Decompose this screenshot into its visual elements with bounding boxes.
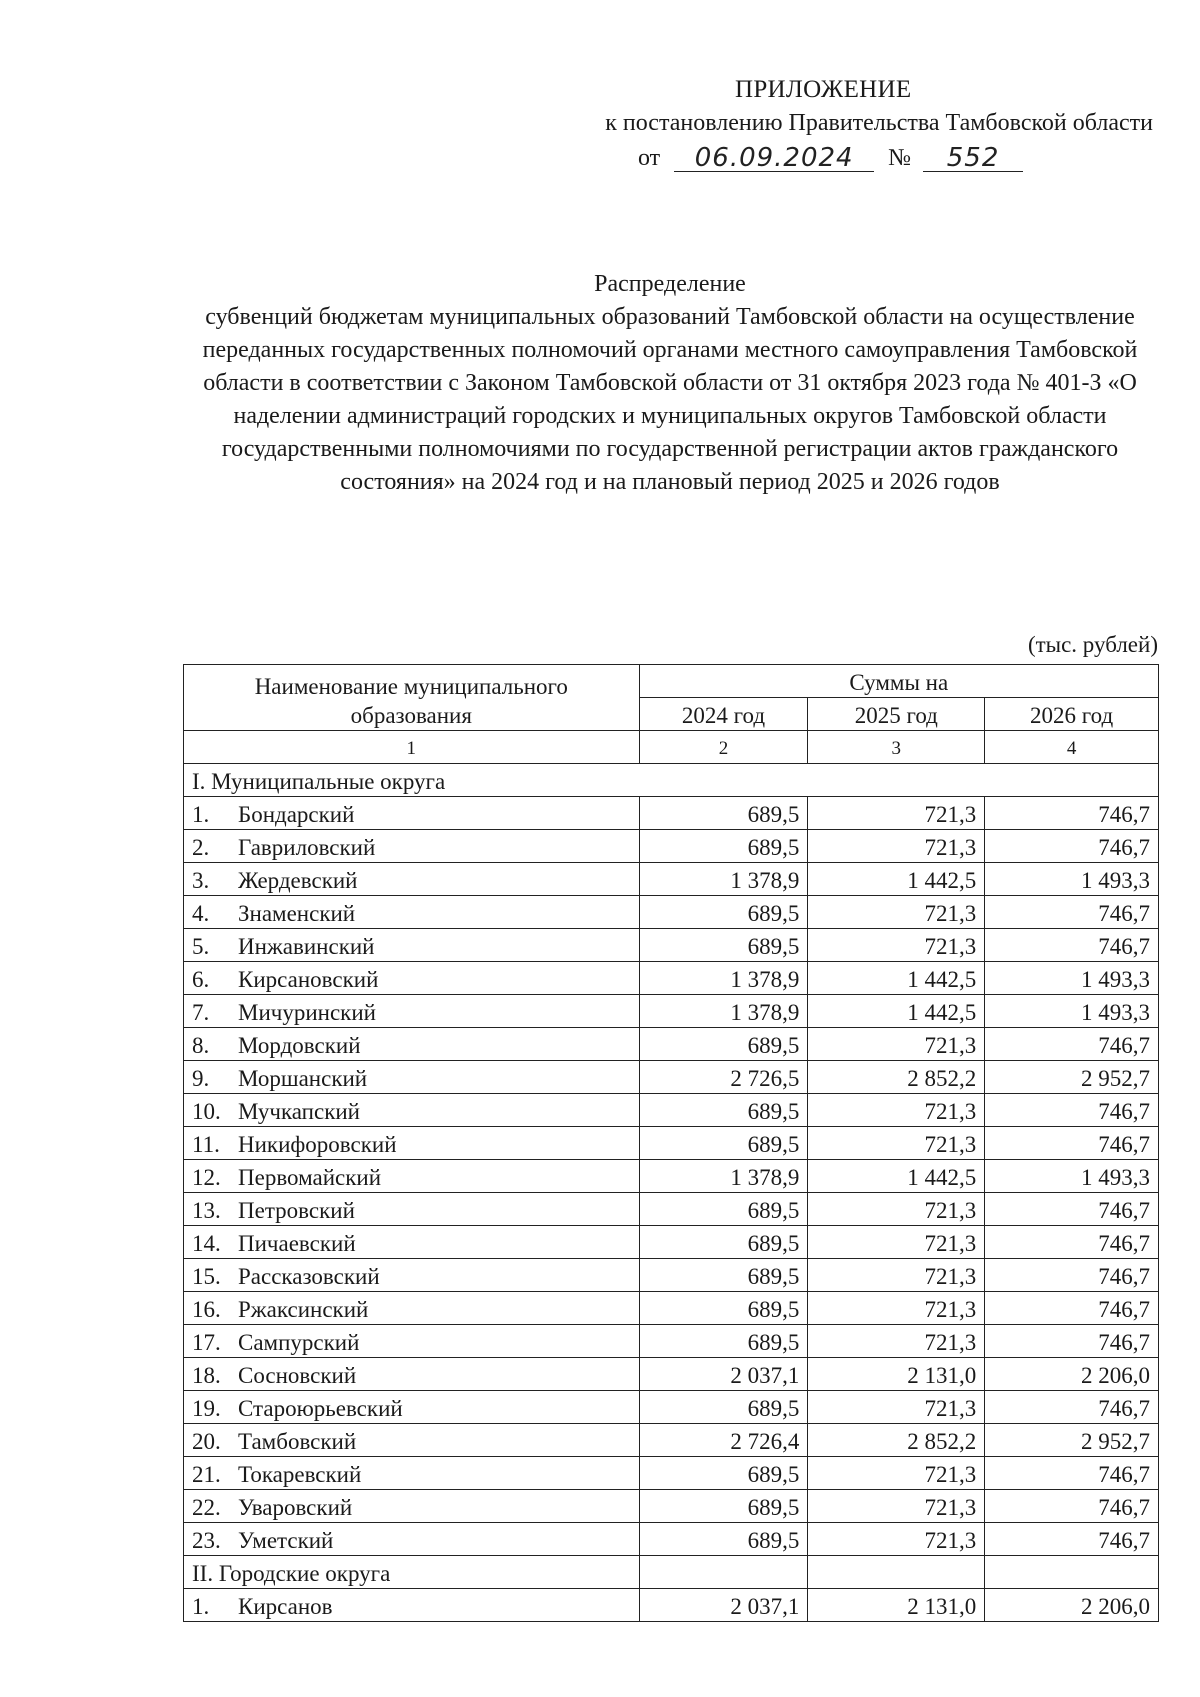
value-2025: 1 442,5	[808, 962, 985, 995]
row-number: 23.	[192, 1528, 221, 1553]
table-row	[184, 896, 1159, 929]
row-number: 2.	[192, 835, 210, 860]
value-2026: 2 952,7	[985, 1061, 1159, 1094]
row-number: 22.	[192, 1495, 221, 1520]
table-row	[184, 929, 1159, 962]
table-row	[184, 995, 1159, 1028]
row-name-cell	[184, 1292, 640, 1325]
value-2025: 721,3	[808, 1490, 985, 1523]
value-2024: 689,5	[639, 1523, 808, 1556]
row-name-cell	[184, 995, 640, 1028]
value-2025: 2 131,0	[808, 1358, 985, 1391]
value-2026: 746,7	[985, 1391, 1159, 1424]
row-number: 18.	[192, 1363, 221, 1388]
table-row	[184, 1523, 1159, 1556]
value-2024: 2 726,4	[639, 1424, 808, 1457]
row-number: 11.	[192, 1132, 220, 1157]
value-2024: 689,5	[639, 1226, 808, 1259]
empty-cell	[639, 1556, 808, 1589]
row-number: 20.	[192, 1429, 221, 1454]
municipality-name: Староюрьевский	[238, 1396, 403, 1421]
table-row	[184, 797, 1159, 830]
section-row	[184, 1556, 1159, 1589]
row-number: 9.	[192, 1066, 210, 1091]
row-number: 15.	[192, 1264, 221, 1289]
municipality-name: Уваровский	[238, 1495, 353, 1520]
value-2025: 2 852,2	[808, 1424, 985, 1457]
row-number: 1.	[192, 1594, 210, 1619]
value-2025: 721,3	[808, 1457, 985, 1490]
row-number: 10.	[192, 1099, 221, 1124]
date-prefix: от	[638, 145, 661, 171]
municipality-name: Пичаевский	[238, 1231, 356, 1256]
value-2025: 721,3	[808, 1226, 985, 1259]
value-2026: 746,7	[985, 1523, 1159, 1556]
row-number: 13.	[192, 1198, 221, 1223]
value-2025: 721,3	[808, 1193, 985, 1226]
empty-cell	[985, 1556, 1159, 1589]
value-2026: 1 493,3	[985, 995, 1159, 1028]
row-number: 3.	[192, 868, 210, 893]
value-2024: 2 037,1	[639, 1358, 808, 1391]
header-year-2024: 2024 год	[639, 698, 808, 731]
row-number: 12.	[192, 1165, 221, 1190]
table-row	[184, 1094, 1159, 1127]
row-name-cell	[184, 1391, 640, 1424]
row-number: 8.	[192, 1033, 210, 1058]
value-2024: 689,5	[639, 1457, 808, 1490]
header-year-2026: 2026 год	[985, 698, 1159, 731]
value-2024: 2 726,5	[639, 1061, 808, 1094]
municipality-name: Мучкапский	[238, 1099, 360, 1124]
value-2024: 689,5	[639, 830, 808, 863]
value-2025: 721,3	[808, 1028, 985, 1061]
row-name-cell	[184, 1589, 640, 1622]
value-2025: 2 131,0	[808, 1589, 985, 1622]
row-name-cell	[184, 1325, 640, 1358]
municipality-name: Тамбовский	[238, 1429, 357, 1454]
value-2025: 2 852,2	[808, 1061, 985, 1094]
value-2024: 689,5	[639, 1028, 808, 1061]
empty-cell	[808, 1556, 985, 1589]
municipality-name: Токаревский	[238, 1462, 362, 1487]
value-2024: 689,5	[639, 1127, 808, 1160]
value-2024: 689,5	[639, 929, 808, 962]
row-name-cell	[184, 797, 640, 830]
row-number: 7.	[192, 1000, 210, 1025]
row-number: 21.	[192, 1462, 221, 1487]
value-2026: 746,7	[985, 1127, 1159, 1160]
municipality-name: Рассказовский	[238, 1264, 380, 1289]
municipality-name: Кирсанов	[238, 1594, 333, 1619]
table-header	[184, 665, 1159, 764]
row-name-cell	[184, 1028, 640, 1061]
title-line-1: Распределение	[594, 271, 746, 297]
value-2026: 746,7	[985, 896, 1159, 929]
municipality-name: Моршанский	[238, 1066, 368, 1091]
value-2025: 721,3	[808, 830, 985, 863]
municipality-name: Мичуринский	[238, 1000, 376, 1025]
row-name-cell	[184, 1523, 640, 1556]
value-2026: 2 952,7	[985, 1424, 1159, 1457]
table-row	[184, 1226, 1159, 1259]
row-name-cell	[184, 1094, 640, 1127]
value-2026: 746,7	[985, 1292, 1159, 1325]
value-2024: 2 037,1	[639, 1589, 808, 1622]
table-row	[184, 1127, 1159, 1160]
value-2026: 746,7	[985, 1028, 1159, 1061]
value-2025: 721,3	[808, 1523, 985, 1556]
table-body	[184, 764, 1159, 1622]
value-2026: 746,7	[985, 830, 1159, 863]
decree-reference	[638, 145, 1023, 172]
municipality-name: Петровский	[238, 1198, 355, 1223]
value-2026: 746,7	[985, 1325, 1159, 1358]
value-2025: 721,3	[808, 896, 985, 929]
table-row	[184, 1589, 1159, 1622]
row-name-cell	[184, 1259, 640, 1292]
row-name-cell	[184, 929, 640, 962]
value-2025: 721,3	[808, 1292, 985, 1325]
value-2024: 689,5	[639, 1094, 808, 1127]
municipality-name: Ржаксинский	[238, 1297, 369, 1322]
municipality-name: Уметский	[238, 1528, 334, 1553]
document-title	[170, 268, 1170, 499]
col-index-4: 4	[985, 731, 1159, 764]
municipality-name: Сосновский	[238, 1363, 357, 1388]
table-row	[184, 1160, 1159, 1193]
distribution-table	[183, 664, 1159, 1622]
row-number: 17.	[192, 1330, 221, 1355]
table-row	[184, 1391, 1159, 1424]
value-2025: 1 442,5	[808, 863, 985, 896]
value-2026: 746,7	[985, 797, 1159, 830]
row-name-cell	[184, 962, 640, 995]
header-name: Наименование муниципального образования	[184, 665, 640, 731]
table-row	[184, 1325, 1159, 1358]
row-name-cell	[184, 830, 640, 863]
value-2026: 1 493,3	[985, 962, 1159, 995]
row-name-cell	[184, 1160, 640, 1193]
value-2024: 689,5	[639, 896, 808, 929]
table-row	[184, 962, 1159, 995]
value-2024: 689,5	[639, 1325, 808, 1358]
row-number: 4.	[192, 901, 210, 926]
handwritten-number: 552	[923, 145, 1023, 172]
table-row	[184, 1457, 1159, 1490]
table-row	[184, 1193, 1159, 1226]
table-row	[184, 1424, 1159, 1457]
municipality-name: Сампурский	[238, 1330, 360, 1355]
value-2026: 746,7	[985, 1193, 1159, 1226]
table-row	[184, 1259, 1159, 1292]
row-name-cell	[184, 1490, 640, 1523]
value-2025: 721,3	[808, 1325, 985, 1358]
municipality-name: Первомайский	[238, 1165, 381, 1190]
value-2026: 746,7	[985, 1457, 1159, 1490]
section-title-city: II. Городские округа	[184, 1556, 640, 1589]
row-name-cell	[184, 1061, 640, 1094]
number-sign: №	[888, 145, 912, 171]
value-2025: 721,3	[808, 1127, 985, 1160]
appendix-title: ПРИЛОЖЕНИЕ	[735, 76, 912, 103]
row-number: 5.	[192, 934, 210, 959]
row-name-cell	[184, 896, 640, 929]
row-number: 14.	[192, 1231, 221, 1256]
municipality-name: Гавриловский	[238, 835, 376, 860]
value-2024: 689,5	[639, 797, 808, 830]
municipality-name: Кирсановский	[238, 967, 379, 992]
header-year-2025: 2025 год	[808, 698, 985, 731]
table-row	[184, 863, 1159, 896]
title-line-2: субвенций бюджетам муниципальных образований Тамбовской области на осуществление переданных государственных полномочий органами местного самоуправления Тамбовской области в соответствии с Законом Тамбовской области от 31 октября 2023 года № 401-З «О наделении администраций городских и муниципальных округов Тамбовской области государственными полномочиями по государственной регистрации актов гражданского состояния» на 2024 год и на плановый период 2025 и 2026 годов	[202, 304, 1138, 495]
value-2026: 746,7	[985, 1259, 1159, 1292]
table-row	[184, 1292, 1159, 1325]
value-2024: 1 378,9	[639, 962, 808, 995]
handwritten-date: 06.09.2024	[674, 145, 874, 172]
row-name-cell	[184, 863, 640, 896]
col-index-3: 3	[808, 731, 985, 764]
value-2025: 721,3	[808, 1094, 985, 1127]
value-2026: 1 493,3	[985, 863, 1159, 896]
municipality-name: Знаменский	[238, 901, 356, 926]
value-2024: 689,5	[639, 1292, 808, 1325]
appendix-subtitle: к постановлению Правительства Тамбовской области	[605, 110, 1153, 136]
value-2025: 721,3	[808, 929, 985, 962]
value-2026: 746,7	[985, 1094, 1159, 1127]
table-row	[184, 1490, 1159, 1523]
col-index-1: 1	[184, 731, 640, 764]
row-name-cell	[184, 1358, 640, 1391]
row-name-cell	[184, 1457, 640, 1490]
value-2024: 689,5	[639, 1259, 808, 1292]
value-2024: 689,5	[639, 1490, 808, 1523]
col-index-2: 2	[639, 731, 808, 764]
municipality-name: Никифоровский	[238, 1132, 397, 1157]
value-2024: 689,5	[639, 1391, 808, 1424]
value-2025: 1 442,5	[808, 1160, 985, 1193]
table-row	[184, 1028, 1159, 1061]
row-name-cell	[184, 1424, 640, 1457]
row-name-cell	[184, 1193, 640, 1226]
value-2026: 746,7	[985, 1490, 1159, 1523]
value-2024: 1 378,9	[639, 995, 808, 1028]
header-sums: Суммы на	[639, 665, 1158, 698]
row-name-cell	[184, 1226, 640, 1259]
section-title-municipal: I. Муниципальные округа	[184, 764, 1159, 797]
row-number: 1.	[192, 802, 210, 827]
row-name-cell	[184, 1127, 640, 1160]
municipality-name: Бондарский	[238, 802, 355, 827]
value-2024: 1 378,9	[639, 863, 808, 896]
value-2026: 1 493,3	[985, 1160, 1159, 1193]
value-2024: 1 378,9	[639, 1160, 808, 1193]
municipality-name: Жердевский	[238, 868, 358, 893]
section-row	[184, 764, 1159, 797]
municipality-name: Мордовский	[238, 1033, 361, 1058]
value-2024: 689,5	[639, 1193, 808, 1226]
row-number: 19.	[192, 1396, 221, 1421]
row-number: 6.	[192, 967, 210, 992]
value-2026: 2 206,0	[985, 1358, 1159, 1391]
value-2026: 2 206,0	[985, 1589, 1159, 1622]
value-2025: 1 442,5	[808, 995, 985, 1028]
units-label: (тыс. рублей)	[1027, 632, 1158, 657]
value-2025: 721,3	[808, 1259, 985, 1292]
value-2026: 746,7	[985, 1226, 1159, 1259]
value-2026: 746,7	[985, 929, 1159, 962]
municipality-name: Инжавинский	[238, 934, 375, 959]
table-row	[184, 1061, 1159, 1094]
row-number: 16.	[192, 1297, 221, 1322]
value-2025: 721,3	[808, 1391, 985, 1424]
table-row	[184, 1358, 1159, 1391]
value-2025: 721,3	[808, 797, 985, 830]
table-row	[184, 830, 1159, 863]
